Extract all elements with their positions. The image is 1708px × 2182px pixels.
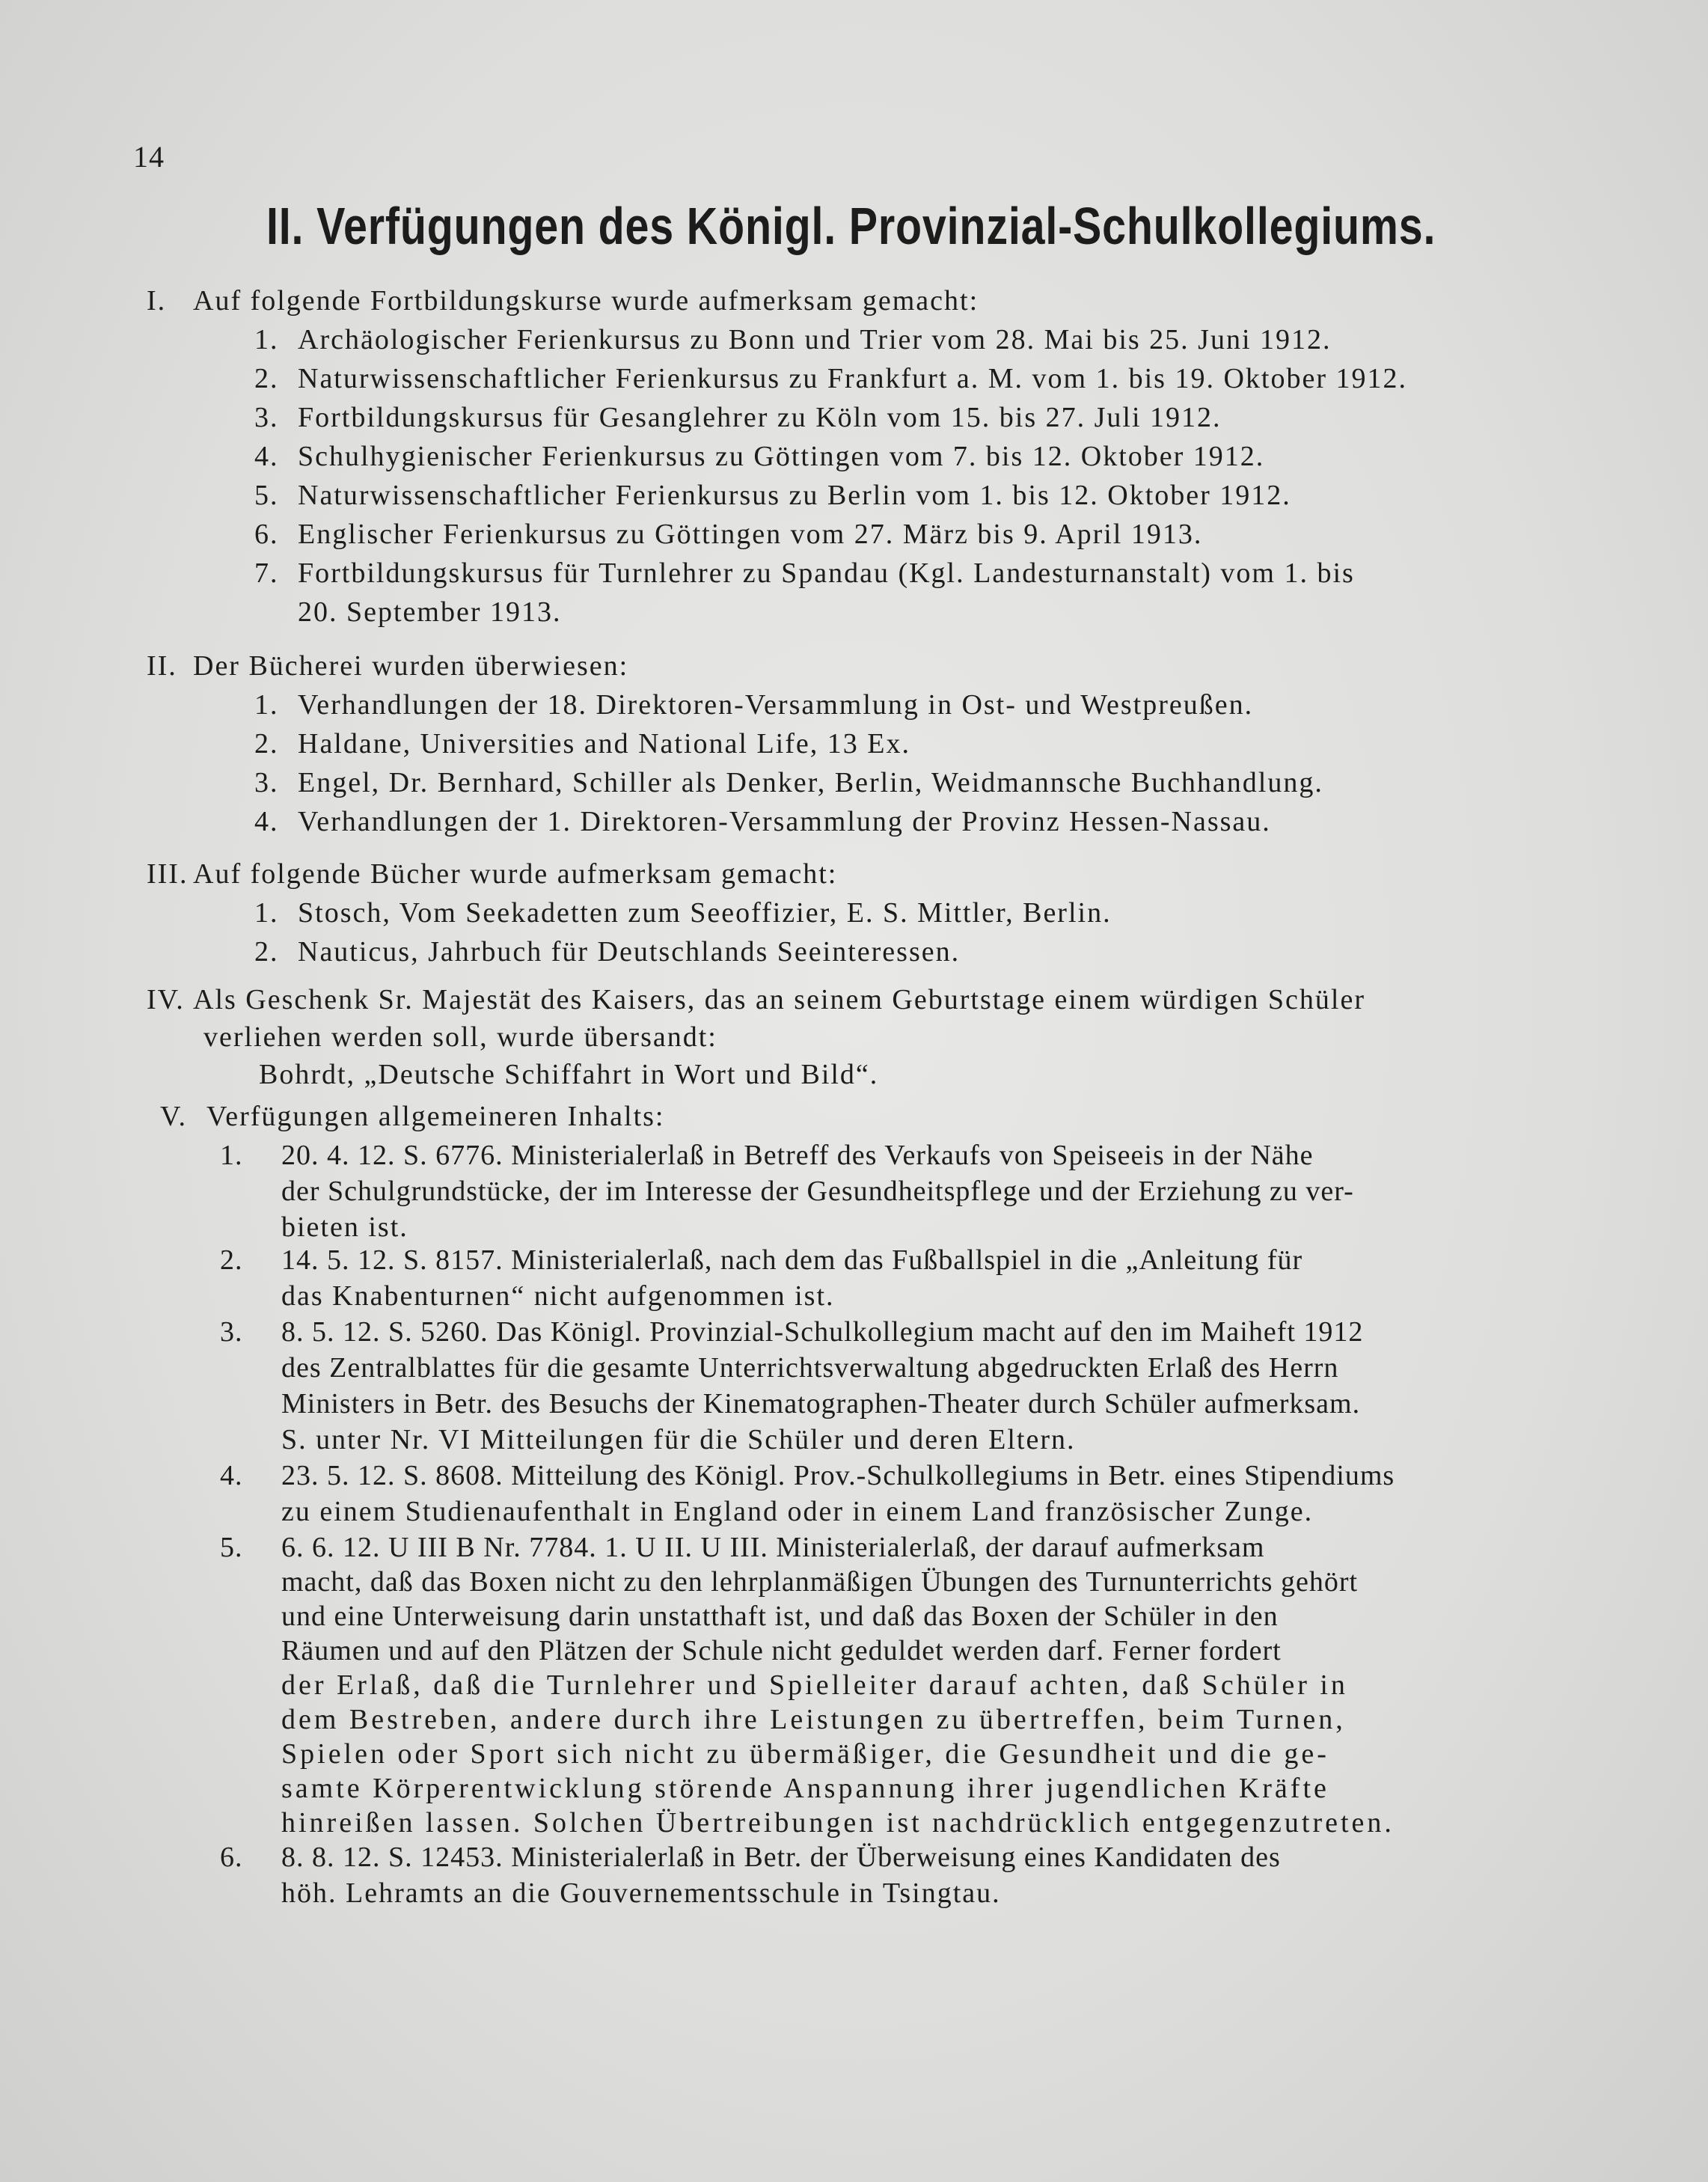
- section-5-title: V. Verfügungen allgemeineren Inhalts:: [160, 1101, 665, 1132]
- section-1-item: 1. Archäologischer Ferienkursus zu Bonn und Trier vom 28. Mai bis 25. Juni 1912.: [254, 324, 1332, 355]
- section-5-item: 5. 6. 6. 12. U III B Nr. 7784. 1. U II. U III. Ministerialerlaß, der darauf aufmerksam: [220, 1532, 1265, 1563]
- section-5-item: 6. 8. 8. 12. S. 12453. Ministerialerlaß in Betr. der Überweisung eines Kandidaten des: [220, 1842, 1281, 1873]
- chapter-heading: II. Verfügungen des Königl. Provinzial-Schulkollegiums.: [266, 197, 1436, 255]
- section-5-item-line: der Schulgrundstücke, der im Interesse der Gesundheitspflege und der Erziehung zu ver-: [281, 1176, 1354, 1207]
- section-1-item: 7. Fortbildungskursus für Turnlehrer zu Spandau (Kgl. Landesturnanstalt) vom 1. bis: [254, 557, 1355, 589]
- section-1-item: 6. Englischer Ferienkursus zu Göttingen vom 27. März bis 9. April 1913.: [254, 519, 1203, 550]
- section-2-item: 1. Verhandlungen der 18. Direktoren-Versammlung in Ost- und Westpreußen.: [254, 689, 1254, 721]
- section-5-item-line: und eine Unterweisung darin unstatthaft ist, und daß das Boxen der Schüler in den: [281, 1601, 1279, 1632]
- section-5-item: 2. 14. 5. 12. S. 8157. Ministerialerlaß, nach dem das Fußballspiel in die „Anleitung für: [220, 1244, 1303, 1276]
- section-1-item: 3. Fortbildungskursus für Gesanglehrer zu Köln vom 15. bis 27. Juli 1912.: [254, 402, 1222, 433]
- section-5-item-line: zu einem Studienaufenthalt in England oder in einem Land französischer Zunge.: [281, 1496, 1314, 1527]
- section-3-title: III. Auf folgende Bücher wurde aufmerksam gemacht:: [147, 858, 838, 890]
- section-4-title: IV. Als Geschenk Sr. Majestät des Kaisers, das an seinem Geburtstage einem würdigen Schüler: [147, 984, 1365, 1015]
- page-number: 14: [133, 140, 165, 174]
- section-1-item: 2. Naturwissenschaftlicher Ferienkursus zu Frankfurt a. M. vom 1. bis 19. Oktober 1912.: [254, 363, 1407, 394]
- section-1-item: 5. Naturwissenschaftlicher Ferienkursus zu Berlin vom 1. bis 12. Oktober 1912.: [254, 480, 1291, 511]
- section-5-item-line: das Knabenturnen“ nicht aufgenommen ist.: [281, 1280, 835, 1312]
- section-2-item: 4. Verhandlungen der 1. Direktoren-Versammlung der Provinz Hessen-Nassau.: [254, 806, 1271, 837]
- section-1-title: I. Auf folgende Fortbildungskurse wurde aufmerksam gemacht:: [147, 285, 979, 317]
- section-4-title-continuation: verliehen werden soll, wurde übersandt:: [203, 1021, 717, 1053]
- section-5-item-line: Räumen und auf den Plätzen der Schule nicht geduldet werden darf. Ferner fordert: [281, 1635, 1282, 1666]
- section-1-item-continuation: 20. September 1913.: [298, 596, 562, 628]
- section-5-item-line: bieten ist.: [281, 1211, 408, 1243]
- section-5-item-line: des Zentralblattes für die gesamte Unterrichtsverwaltung abgedruckten Erlaß des Herrn: [281, 1352, 1339, 1384]
- section-5-item-line: höh. Lehramts an die Gouvernementsschule in Tsingtau.: [281, 1877, 1001, 1909]
- section-2-item: 3. Engel, Dr. Bernhard, Schiller als Denker, Berlin, Weidmannsche Buchhandlung.: [254, 767, 1323, 798]
- section-5-item-line: dem Bestreben, andere durch ihre Leistungen zu übertreffen, beim Turnen,: [281, 1704, 1346, 1735]
- section-5-item-line: samte Körperentwicklung störende Anspannung ihrer jugendlichen Kräfte: [281, 1773, 1329, 1804]
- section-3-item: 1. Stosch, Vom Seekadetten zum Seeoffizier, E. S. Mittler, Berlin.: [254, 897, 1112, 929]
- section-5-item: 4. 23. 5. 12. S. 8608. Mitteilung des Königl. Prov.-Schulkollegiums in Betr. eines Stipendiums: [220, 1460, 1395, 1491]
- section-5-item-line: S. unter Nr. VI Mitteilungen für die Schüler und deren Eltern.: [281, 1424, 1076, 1455]
- section-5-item: 3. 8. 5. 12. S. 5260. Das Königl. Provinzial-Schulkollegium macht auf den im Maiheft 1912: [220, 1316, 1364, 1348]
- section-5-item-line: Ministers in Betr. des Besuchs der Kinematographen-Theater durch Schüler aufmerksam.: [281, 1388, 1361, 1419]
- section-2-title: II. Der Bücherei wurden überwiesen:: [147, 650, 629, 682]
- section-5-item: 1. 20. 4. 12. S. 6776. Ministerialerlaß in Betreff des Verkaufs von Speiseeis in der Nähe: [220, 1140, 1314, 1171]
- section-2-item: 2. Haldane, Universities and National Life, 13 Ex.: [254, 728, 910, 760]
- section-1-item: 4. Schulhygienischer Ferienkursus zu Göttingen vom 7. bis 12. Oktober 1912.: [254, 441, 1265, 472]
- section-4-book: Bohrdt, „Deutsche Schiffahrt in Wort und Bild“.: [259, 1059, 879, 1090]
- section-5-item-line: Spielen oder Sport sich nicht zu übermäßiger, die Gesundheit und die ge-: [281, 1738, 1329, 1770]
- section-5-item-line: hinreißen lassen. Solchen Übertreibungen ist nachdrücklich entgegenzutreten.: [281, 1807, 1395, 1839]
- section-3-item: 2. Nauticus, Jahrbuch für Deutschlands Seeinteressen.: [254, 936, 961, 968]
- section-5-item-line: macht, daß das Boxen nicht zu den lehrplanmäßigen Übungen des Turnunterrichts gehört: [281, 1566, 1359, 1598]
- section-5-item-line: der Erlaß, daß die Turnlehrer und Spielleiter darauf achten, daß Schüler in: [281, 1669, 1348, 1701]
